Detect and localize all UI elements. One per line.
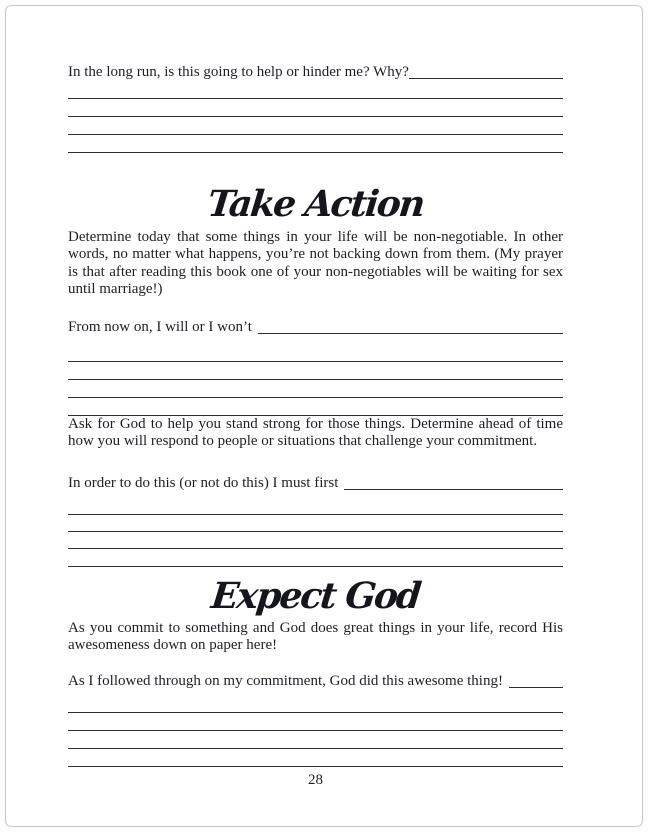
writing-line xyxy=(68,99,563,117)
question-prompt-text: From now on, I will or I won’t xyxy=(68,319,252,336)
write-in-rule xyxy=(258,333,563,334)
paragraph-record-awesomeness: As you commit to something and God does great things in your life, record His awesomeness down on paper here! xyxy=(68,619,563,653)
question-prompt-text: In order to do this (or not do this) I must first xyxy=(68,474,339,491)
writing-line xyxy=(68,398,563,416)
writing-line xyxy=(68,380,563,398)
writing-line xyxy=(68,117,563,135)
write-in-rule xyxy=(409,78,563,79)
writing-lines-group xyxy=(68,344,563,416)
question-prompt-in-order-to xyxy=(68,475,563,492)
writing-line xyxy=(68,549,563,566)
paragraph-non-negotiable: Determine today that some things in your life will be non-negotiable. In other words, no matter what happens, you’re not backing down from them. (My prayer is that after reading this book one of your non-negotiables will be waiting for sex until marriage!) xyxy=(68,229,563,297)
question-prompt-help-or-hinder xyxy=(68,64,563,81)
question-prompt-text: In the long run, is this going to help or hinder me? Why? xyxy=(68,64,409,80)
writing-line xyxy=(68,81,563,99)
section-heading-take-action: Take Action xyxy=(205,183,426,226)
writing-line xyxy=(68,515,563,532)
paragraph-ask-for-god: Ask for God to help you stand strong for those things. Determine ahead of time how you will respond to people or situations that challenge your commitment. xyxy=(68,416,563,450)
writing-lines-group xyxy=(68,695,563,767)
question-prompt-followed-through xyxy=(68,673,563,690)
writing-line xyxy=(68,362,563,380)
page-content xyxy=(68,0,563,789)
write-in-rule xyxy=(509,687,563,688)
question-prompt-text: As I followed through on my commitment, God did this awesome thing! xyxy=(68,672,503,689)
writing-line xyxy=(68,498,563,515)
writing-line xyxy=(68,532,563,549)
writing-line xyxy=(68,749,563,767)
section-heading-expect-god: Expect God xyxy=(209,574,422,617)
writing-line xyxy=(68,731,563,749)
writing-lines-group xyxy=(68,81,563,153)
write-in-rule xyxy=(344,489,563,490)
writing-line xyxy=(68,713,563,731)
page-number: 28 xyxy=(308,772,323,789)
writing-line xyxy=(68,135,563,153)
writing-line xyxy=(68,344,563,362)
question-prompt-from-now-on xyxy=(68,319,563,336)
writing-lines-group xyxy=(68,498,563,567)
writing-line xyxy=(68,695,563,713)
